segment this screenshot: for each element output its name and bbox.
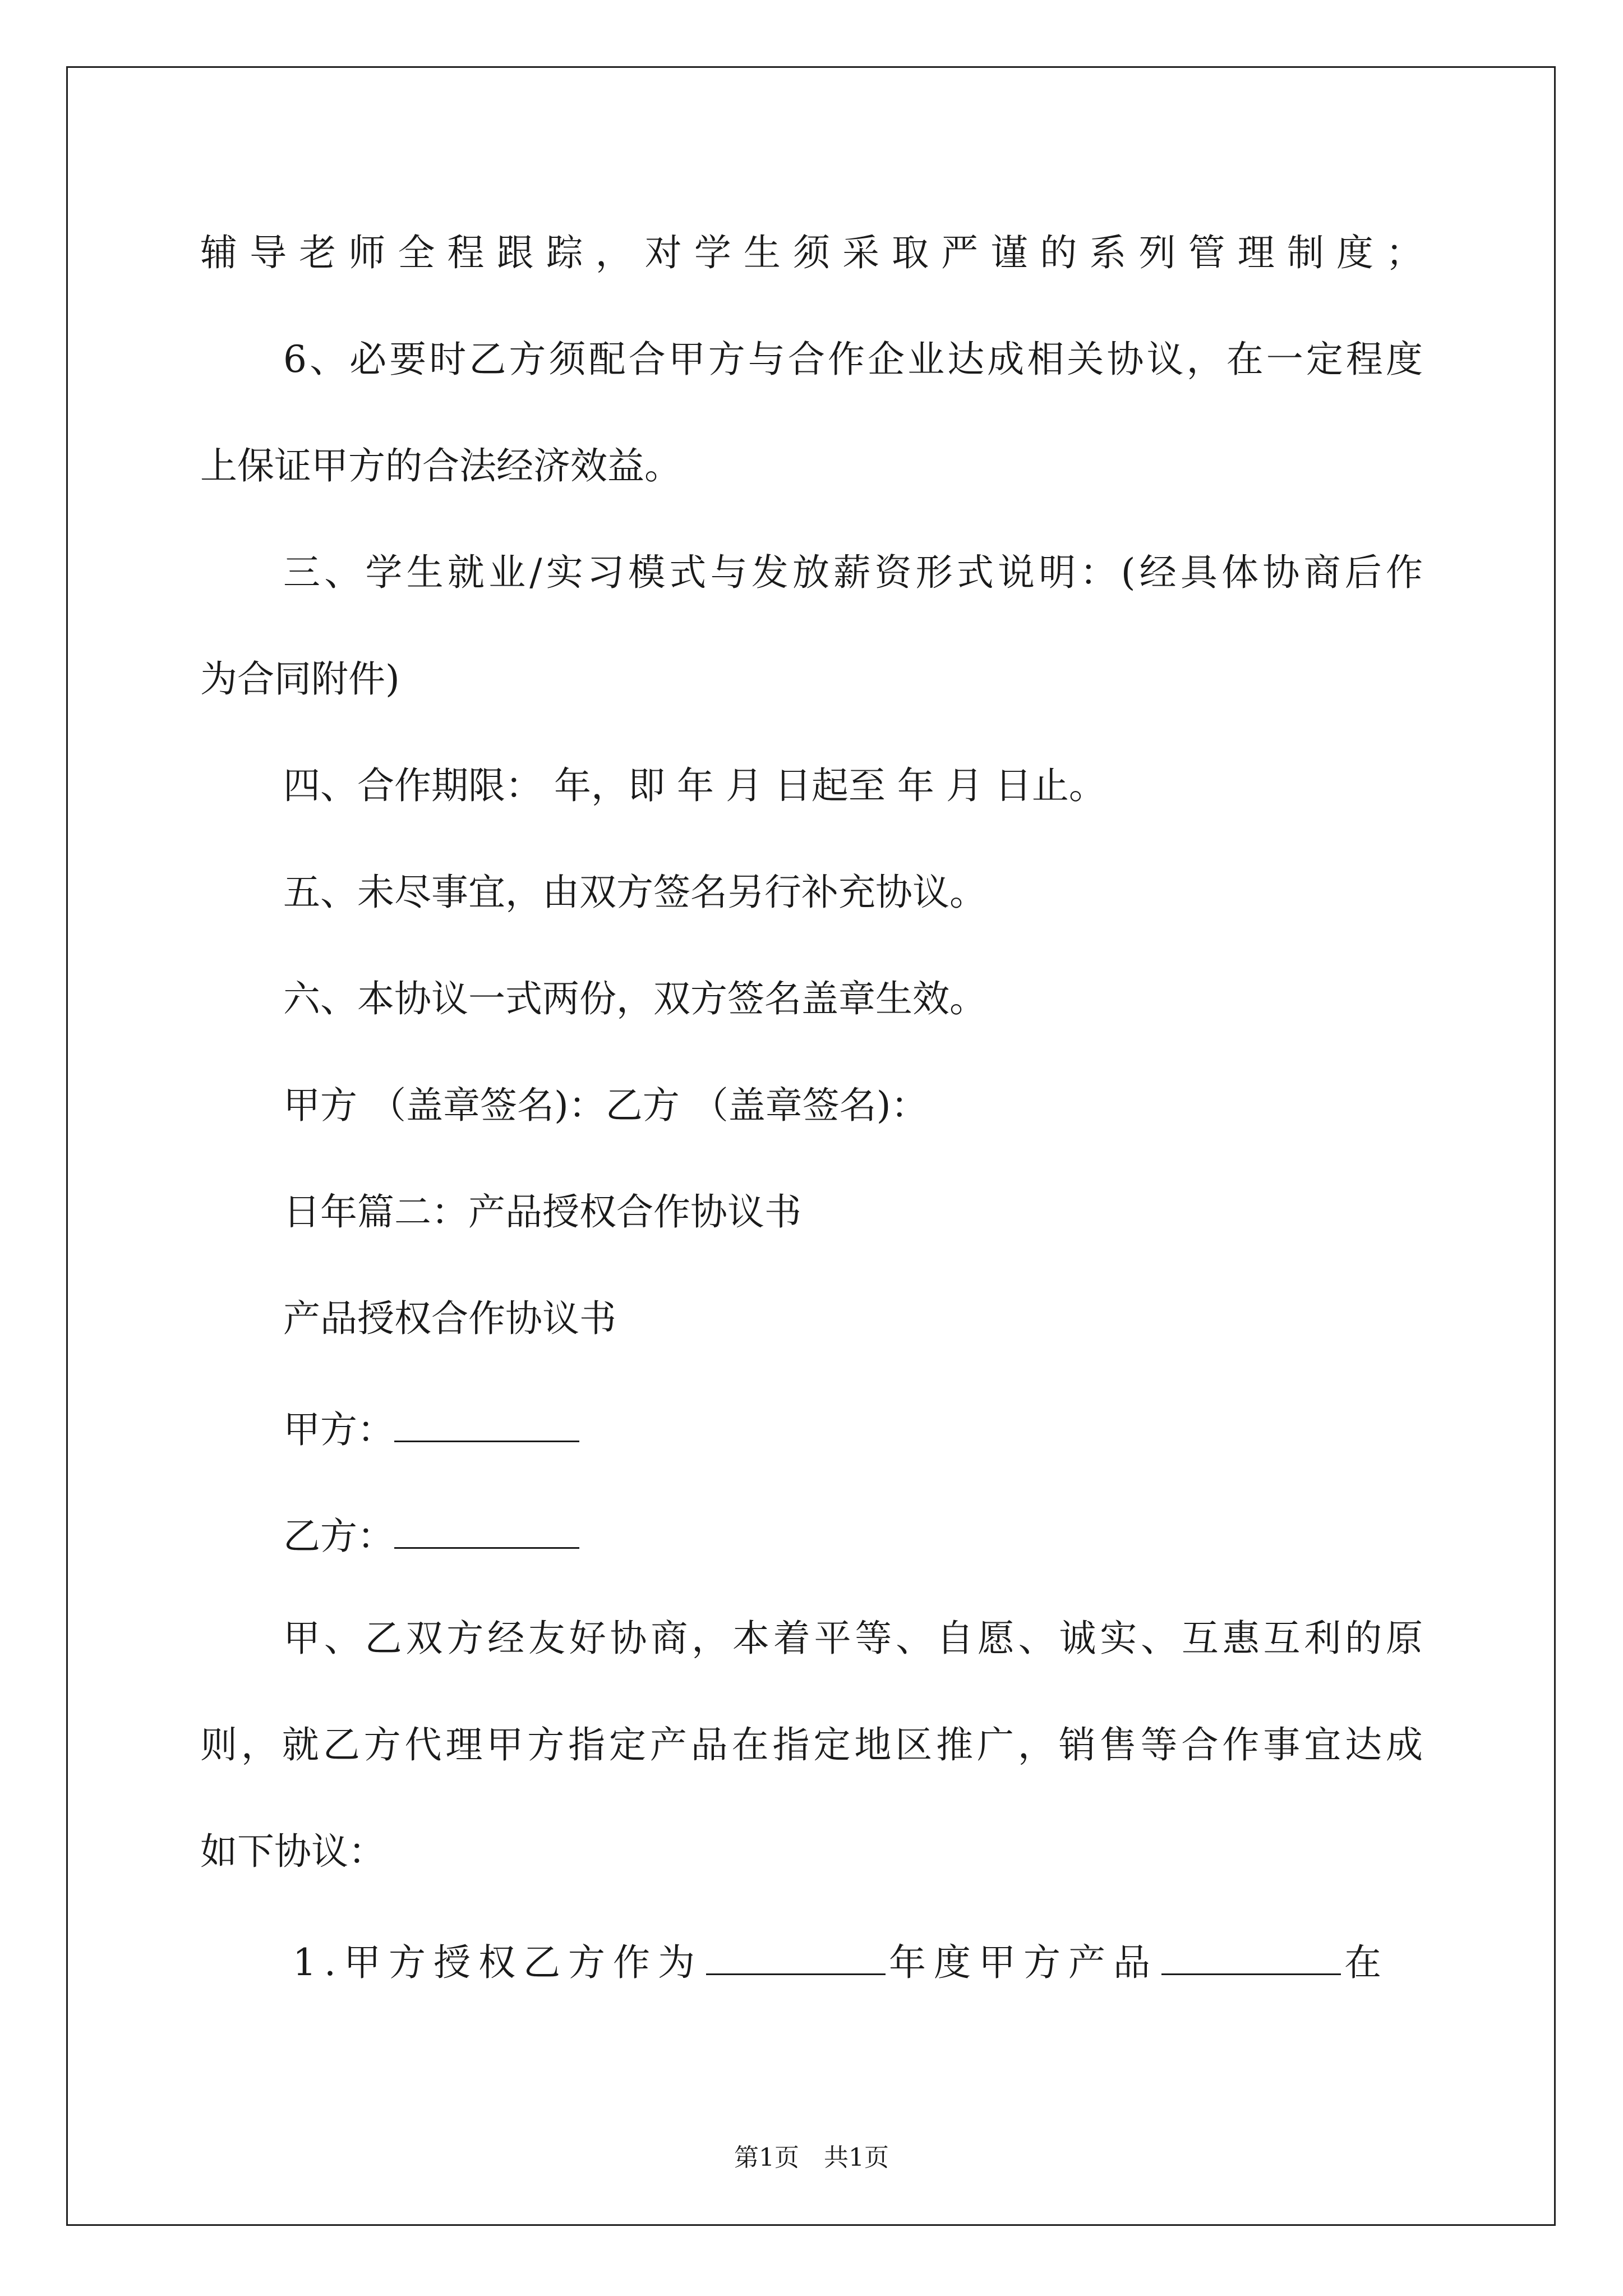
section-heading: 日年篇二：产品授权合作协议书 bbox=[283, 1190, 801, 1234]
paragraph-line: 上保证甲方的合法经济效益。 bbox=[200, 444, 681, 487]
paragraph-line: 6、必要时乙方须配合甲方与合作企业达成相关协议，在一定程度 bbox=[283, 338, 1423, 381]
paragraph-line: 如下协议： bbox=[200, 1830, 385, 1873]
clause-1-part1: 1.甲方授权乙方作为 bbox=[293, 1941, 703, 1984]
clause-1-blank-product bbox=[1161, 1940, 1341, 1975]
page-border bbox=[66, 66, 1556, 2226]
paragraph-line: 三、学生就业/实习模式与发放薪资形式说明：(经具体协商后作 bbox=[283, 551, 1423, 594]
paragraph-line: 五、未尽事宜，由双方签名另行补充协议。 bbox=[283, 871, 986, 914]
clause-1-blank-year bbox=[706, 1940, 886, 1975]
paragraph-line: 六、本协议一式两份，双方签名盖章生效。 bbox=[283, 977, 986, 1020]
clause-1-part3: 在 bbox=[1344, 1941, 1389, 1984]
paragraph-line: 辅导老师全程跟踪，对学生须采取严谨的系列管理制度； bbox=[200, 231, 1423, 274]
paragraph-line: 则，就乙方代理甲方指定产品在指定地区推广，销售等合作事宜达成 bbox=[200, 1723, 1423, 1766]
paragraph-line: 四、合作期限： 年，即 年 月 日起至 年 月 日止。 bbox=[283, 764, 1106, 807]
signature-line: 甲方 （盖章签名)：乙方 （盖章签名)： bbox=[283, 1084, 928, 1127]
paragraph-line: 为合同附件) bbox=[200, 657, 400, 701]
page-footer: 第1页 共1页 bbox=[734, 2143, 889, 2172]
paragraph-line: 甲、乙双方经友好协商，本着平等、自愿、诚实、互惠互利的原 bbox=[283, 1617, 1423, 1660]
party-a-line bbox=[283, 1407, 579, 1451]
clause-1-part2: 年度甲方产品 bbox=[888, 1941, 1158, 1984]
party-a-blank bbox=[394, 1407, 579, 1442]
clause-1-line bbox=[293, 1940, 1389, 1984]
party-a-label: 甲方： bbox=[283, 1408, 394, 1451]
party-b-label: 乙方： bbox=[283, 1515, 394, 1558]
document-title: 产品授权合作协议书 bbox=[283, 1297, 616, 1340]
party-b-blank bbox=[394, 1513, 579, 1549]
party-b-line bbox=[283, 1513, 579, 1558]
